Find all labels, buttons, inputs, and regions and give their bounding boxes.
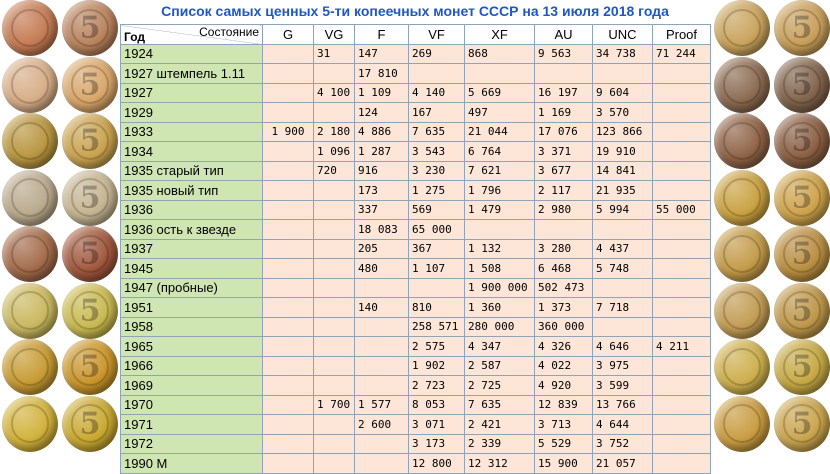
price-cell — [653, 376, 711, 396]
price-cell: 3 071 — [409, 415, 465, 435]
coin-digit: 5 — [791, 349, 813, 385]
price-cell: 4 920 — [535, 376, 593, 396]
table-row — [121, 395, 711, 415]
year-cell: 1951 — [121, 298, 263, 318]
price-cell — [653, 122, 711, 142]
table-row — [121, 83, 711, 103]
price-cell: 14 841 — [593, 161, 653, 181]
price-cell — [263, 259, 314, 279]
price-cell: 916 — [355, 161, 409, 181]
price-cell — [263, 220, 314, 240]
price-cell: 2 421 — [465, 415, 535, 435]
price-cell — [263, 415, 314, 435]
price-cell: 2 117 — [535, 181, 593, 201]
price-cell — [535, 64, 593, 84]
year-cell: 1935 новый тип — [121, 181, 263, 201]
price-cell: 4 326 — [535, 337, 593, 357]
price-cell — [314, 239, 355, 259]
price-cell — [355, 434, 409, 454]
price-cell — [314, 259, 355, 279]
coin-obverse-icon — [714, 396, 770, 452]
coin-reverse-icon — [774, 57, 830, 113]
year-cell: 1945 — [121, 259, 263, 279]
coin-reverse-icon — [62, 57, 118, 113]
coin-digit: 5 — [79, 236, 101, 272]
price-cell: 7 621 — [465, 161, 535, 181]
column-header-xf: XF — [465, 25, 535, 45]
price-cell: 4 022 — [535, 356, 593, 376]
price-cell: 1 900 000 — [465, 278, 535, 298]
price-cell — [263, 337, 314, 357]
corner-header — [121, 25, 263, 45]
table-row — [121, 44, 711, 64]
year-cell: 1933 — [121, 122, 263, 142]
price-cell: 15 900 — [535, 454, 593, 474]
coin-digit: 5 — [791, 67, 813, 102]
price-cell: 17 810 — [355, 64, 409, 84]
price-cell — [263, 395, 314, 415]
price-cell: 55 000 — [653, 200, 711, 220]
table-row — [121, 239, 711, 259]
price-cell: 4 211 — [653, 337, 711, 357]
coin-obverse-icon — [2, 283, 58, 339]
price-cell: 7 718 — [593, 298, 653, 318]
price-cell: 124 — [355, 103, 409, 123]
price-cell: 1 109 — [355, 83, 409, 103]
price-cell — [314, 220, 355, 240]
coin-obverse-icon — [714, 0, 770, 56]
price-cell: 502 473 — [535, 278, 593, 298]
price-cell: 173 — [355, 181, 409, 201]
price-cell — [593, 64, 653, 84]
price-cell: 7 635 — [409, 122, 465, 142]
price-cell: 21 935 — [593, 181, 653, 201]
price-cell: 4 100 — [314, 83, 355, 103]
coin-digit: 5 — [79, 180, 101, 215]
coin-reverse-icon — [62, 396, 118, 452]
price-cell — [355, 376, 409, 396]
price-cell: 167 — [409, 103, 465, 123]
price-cell — [653, 220, 711, 240]
price-cell — [263, 64, 314, 84]
corner-year-label: Год — [124, 29, 145, 44]
price-cell — [263, 356, 314, 376]
header-row — [121, 25, 711, 45]
year-cell: 1937 — [121, 239, 263, 259]
column-header-unc: UNC — [593, 25, 653, 45]
coin-obverse-icon — [2, 113, 58, 169]
coin-digit: 5 — [79, 293, 101, 328]
coin-obverse-icon — [714, 113, 770, 169]
price-cell: 5 669 — [465, 83, 535, 103]
table-row — [121, 220, 711, 240]
coin-digit: 5 — [79, 123, 101, 159]
coin-obverse-icon — [2, 57, 58, 113]
price-cell: 147 — [355, 44, 409, 64]
price-cell: 16 197 — [535, 83, 593, 103]
price-cell: 1 479 — [465, 200, 535, 220]
coin-reverse-icon — [774, 170, 830, 226]
coin-obverse-icon — [714, 283, 770, 339]
coin-reverse-icon — [774, 339, 830, 395]
price-cell — [653, 142, 711, 162]
price-cell: 269 — [409, 44, 465, 64]
price-cell: 1 287 — [355, 142, 409, 162]
year-cell: 1966 — [121, 356, 263, 376]
coin-digit: 5 — [79, 10, 101, 46]
price-cell — [314, 337, 355, 357]
price-cell: 1 096 — [314, 142, 355, 162]
price-cell: 140 — [355, 298, 409, 318]
coin-digit: 5 — [79, 349, 101, 385]
table-row — [121, 181, 711, 201]
price-cell — [263, 83, 314, 103]
price-cell: 17 076 — [535, 122, 593, 142]
price-cell: 1 275 — [409, 181, 465, 201]
price-cell — [263, 44, 314, 64]
price-cell: 6 764 — [465, 142, 535, 162]
price-cell — [314, 181, 355, 201]
price-cell — [653, 161, 711, 181]
price-cell: 4 140 — [409, 83, 465, 103]
coin-price-table — [120, 24, 711, 474]
price-cell: 4 646 — [593, 337, 653, 357]
table-body — [121, 44, 711, 473]
coin-digit: 5 — [791, 10, 813, 46]
table-row — [121, 200, 711, 220]
table-row — [121, 356, 711, 376]
year-cell: 1965 — [121, 337, 263, 357]
price-cell: 3 371 — [535, 142, 593, 162]
coin-reverse-icon — [774, 396, 830, 452]
year-cell: 1936 ость к звезде — [121, 220, 263, 240]
price-cell — [355, 317, 409, 337]
price-cell: 868 — [465, 44, 535, 64]
table-row — [121, 337, 711, 357]
price-cell — [535, 220, 593, 240]
price-cell — [314, 434, 355, 454]
corner-state-label: Состояние — [199, 25, 259, 39]
price-cell: 8 053 — [409, 395, 465, 415]
coin-obverse-icon — [2, 396, 58, 452]
price-cell: 1 796 — [465, 181, 535, 201]
coin-reverse-icon — [774, 0, 830, 56]
coin-digit: 5 — [791, 406, 813, 441]
year-cell: 1936 — [121, 200, 263, 220]
price-cell: 1 508 — [465, 259, 535, 279]
price-cell — [314, 415, 355, 435]
price-cell: 4 886 — [355, 122, 409, 142]
year-cell: 1947 (пробные) — [121, 278, 263, 298]
year-cell: 1934 — [121, 142, 263, 162]
price-cell — [653, 454, 711, 474]
coin-obverse-icon — [2, 339, 58, 395]
coin-digit: 5 — [79, 67, 101, 102]
coin-reverse-icon — [62, 113, 118, 169]
year-cell: 1990 М — [121, 454, 263, 474]
price-cell: 3 677 — [535, 161, 593, 181]
price-cell: 21 044 — [465, 122, 535, 142]
coin-reverse-icon — [774, 283, 830, 339]
price-cell: 2 725 — [465, 376, 535, 396]
price-cell: 12 839 — [535, 395, 593, 415]
coin-reverse-icon — [62, 170, 118, 226]
price-cell — [263, 239, 314, 259]
price-cell: 123 866 — [593, 122, 653, 142]
price-cell: 205 — [355, 239, 409, 259]
table-row — [121, 142, 711, 162]
table-row — [121, 434, 711, 454]
price-cell — [314, 103, 355, 123]
price-cell: 280 000 — [465, 317, 535, 337]
coin-reverse-icon — [62, 0, 118, 56]
year-cell: 1927 — [121, 83, 263, 103]
price-cell — [263, 376, 314, 396]
price-cell — [355, 454, 409, 474]
price-cell: 3 173 — [409, 434, 465, 454]
price-cell: 3 599 — [593, 376, 653, 396]
coin-digit: 5 — [791, 180, 813, 215]
price-cell — [263, 298, 314, 318]
price-cell: 71 244 — [653, 44, 711, 64]
price-cell: 258 571 — [409, 317, 465, 337]
price-cell — [314, 298, 355, 318]
table-row — [121, 161, 711, 181]
price-cell — [653, 278, 711, 298]
year-cell: 1969 — [121, 376, 263, 396]
price-cell: 21 057 — [593, 454, 653, 474]
price-cell — [263, 454, 314, 474]
price-cell — [263, 200, 314, 220]
price-cell: 2 180 — [314, 122, 355, 142]
price-cell — [653, 434, 711, 454]
price-cell — [653, 64, 711, 84]
year-cell: 1971 — [121, 415, 263, 435]
price-cell — [355, 337, 409, 357]
price-cell: 7 635 — [465, 395, 535, 415]
price-cell — [314, 200, 355, 220]
coin-obverse-icon — [2, 0, 58, 56]
price-cell: 5 748 — [593, 259, 653, 279]
price-cell: 12 800 — [409, 454, 465, 474]
coin-digit: 5 — [791, 236, 813, 272]
price-cell: 1 700 — [314, 395, 355, 415]
price-cell: 3 280 — [535, 239, 593, 259]
price-cell: 2 600 — [355, 415, 409, 435]
price-cell — [263, 103, 314, 123]
year-cell: 1935 старый тип — [121, 161, 263, 181]
year-cell: 1972 — [121, 434, 263, 454]
price-cell: 1 360 — [465, 298, 535, 318]
price-cell — [653, 356, 711, 376]
price-cell: 4 437 — [593, 239, 653, 259]
price-cell: 1 577 — [355, 395, 409, 415]
price-cell — [653, 298, 711, 318]
price-cell: 3 543 — [409, 142, 465, 162]
year-cell: 1927 штемпель 1.11 — [121, 64, 263, 84]
year-cell: 1958 — [121, 317, 263, 337]
table-row — [121, 64, 711, 84]
price-cell — [653, 415, 711, 435]
price-cell: 19 910 — [593, 142, 653, 162]
price-cell: 1 132 — [465, 239, 535, 259]
price-cell: 4 347 — [465, 337, 535, 357]
price-cell — [314, 454, 355, 474]
price-cell: 1 107 — [409, 259, 465, 279]
price-cell — [653, 103, 711, 123]
price-cell: 810 — [409, 298, 465, 318]
price-cell — [263, 317, 314, 337]
column-header-g: G — [263, 25, 314, 45]
coin-digit: 5 — [791, 293, 813, 328]
price-cell: 480 — [355, 259, 409, 279]
price-cell: 3 230 — [409, 161, 465, 181]
price-cell: 4 644 — [593, 415, 653, 435]
price-cell: 3 713 — [535, 415, 593, 435]
coin-obverse-icon — [714, 57, 770, 113]
column-header-f: F — [355, 25, 409, 45]
price-cell: 65 000 — [409, 220, 465, 240]
price-cell — [314, 356, 355, 376]
price-cell — [653, 181, 711, 201]
price-cell — [263, 278, 314, 298]
price-cell: 13 766 — [593, 395, 653, 415]
price-cell — [263, 142, 314, 162]
page-title: Список самых ценных 5-ти копеечных монет СССР на 13 июля 2018 года — [161, 3, 669, 19]
column-header-proof: Proof — [653, 25, 711, 45]
price-cell: 18 083 — [355, 220, 409, 240]
table-row — [121, 376, 711, 396]
price-cell: 5 529 — [535, 434, 593, 454]
price-cell — [409, 64, 465, 84]
column-header-au: AU — [535, 25, 593, 45]
price-cell — [263, 434, 314, 454]
price-cell: 497 — [465, 103, 535, 123]
coin-obverse-icon — [714, 226, 770, 282]
price-cell: 3 570 — [593, 103, 653, 123]
coin-reverse-icon — [62, 283, 118, 339]
column-header-vg: VG — [314, 25, 355, 45]
price-cell — [314, 376, 355, 396]
coin-reverse-icon — [774, 226, 830, 282]
price-cell — [653, 317, 711, 337]
price-cell: 720 — [314, 161, 355, 181]
price-cell: 1 373 — [535, 298, 593, 318]
price-cell: 2 980 — [535, 200, 593, 220]
price-cell: 2 723 — [409, 376, 465, 396]
coin-obverse-icon — [714, 170, 770, 226]
price-cell — [314, 278, 355, 298]
price-cell — [314, 64, 355, 84]
price-cell: 1 169 — [535, 103, 593, 123]
coin-digit: 5 — [79, 406, 101, 441]
price-cell — [653, 259, 711, 279]
price-cell — [355, 278, 409, 298]
price-cell: 9 604 — [593, 83, 653, 103]
price-cell — [653, 83, 711, 103]
price-cell — [653, 395, 711, 415]
price-cell — [465, 220, 535, 240]
price-cell: 360 000 — [535, 317, 593, 337]
coin-obverse-icon — [714, 339, 770, 395]
price-cell: 34 738 — [593, 44, 653, 64]
price-cell: 5 994 — [593, 200, 653, 220]
coin-reverse-icon — [62, 339, 118, 395]
year-cell: 1924 — [121, 44, 263, 64]
table-row — [121, 454, 711, 474]
price-cell — [409, 278, 465, 298]
price-cell: 6 468 — [535, 259, 593, 279]
price-cell: 9 563 — [535, 44, 593, 64]
coin-obverse-icon — [2, 226, 58, 282]
price-cell: 1 902 — [409, 356, 465, 376]
coin-obverse-icon — [2, 170, 58, 226]
price-cell: 2 587 — [465, 356, 535, 376]
price-cell: 2 339 — [465, 434, 535, 454]
table-row — [121, 103, 711, 123]
coin-reverse-icon — [62, 226, 118, 282]
price-cell: 31 — [314, 44, 355, 64]
price-cell — [314, 317, 355, 337]
price-cell: 12 312 — [465, 454, 535, 474]
price-cell — [593, 278, 653, 298]
price-cell: 1 900 — [263, 122, 314, 142]
coin-reverse-icon — [774, 113, 830, 169]
price-cell — [355, 356, 409, 376]
price-cell — [593, 317, 653, 337]
price-cell: 3 975 — [593, 356, 653, 376]
price-cell — [465, 64, 535, 84]
price-cell: 337 — [355, 200, 409, 220]
table-row — [121, 259, 711, 279]
table-row — [121, 317, 711, 337]
price-cell — [263, 161, 314, 181]
price-cell: 2 575 — [409, 337, 465, 357]
column-header-vf: VF — [409, 25, 465, 45]
price-cell — [263, 181, 314, 201]
year-cell: 1970 — [121, 395, 263, 415]
table-row — [121, 122, 711, 142]
price-cell — [653, 239, 711, 259]
price-cell — [593, 220, 653, 240]
table-row — [121, 298, 711, 318]
table-row — [121, 278, 711, 298]
price-cell: 569 — [409, 200, 465, 220]
price-cell: 367 — [409, 239, 465, 259]
year-cell: 1929 — [121, 103, 263, 123]
price-cell: 3 752 — [593, 434, 653, 454]
table-row — [121, 415, 711, 435]
coin-digit: 5 — [791, 123, 813, 159]
